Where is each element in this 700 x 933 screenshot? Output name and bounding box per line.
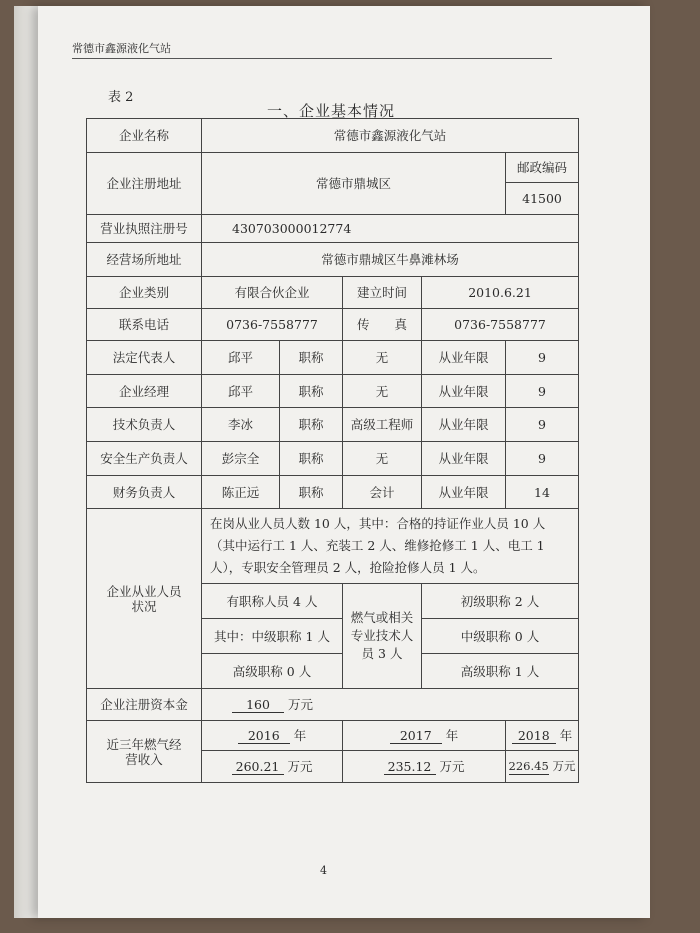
capital-unit: 万元 — [287, 696, 313, 712]
revenue-amount-cell — [343, 751, 506, 783]
person-role: 法定代表人 — [87, 341, 202, 375]
value-postal-code: 41500 — [506, 183, 579, 215]
person-title: 会计 — [343, 476, 422, 509]
person-row — [87, 375, 579, 408]
years-label: 从业年限 — [422, 408, 506, 442]
label-registered-capital: 企业注册资本金 — [87, 689, 202, 721]
staff-titled: 有职称人员 4 人 — [202, 584, 343, 619]
value-license-no: 430703000012774 — [202, 215, 579, 243]
person-years: 9 — [506, 408, 579, 442]
revenue-year-cell — [202, 721, 343, 751]
table-number: 表 2 — [108, 90, 134, 105]
label-established: 建立时间 — [343, 277, 422, 309]
years-label: 从业年限 — [422, 341, 506, 375]
label-company-type: 企业类别 — [87, 277, 202, 309]
person-role: 安全生产负责人 — [87, 442, 202, 476]
person-role: 财务负责人 — [87, 476, 202, 509]
label-fax: 传 真 — [343, 309, 422, 341]
person-role: 技术负责人 — [87, 408, 202, 442]
label-postal-code: 邮政编码 — [506, 153, 579, 183]
person-title: 无 — [343, 442, 422, 476]
person-years: 9 — [506, 341, 579, 375]
label-staff-status: 企业从业人员状况 — [87, 509, 202, 689]
money-unit: 万元 — [287, 758, 313, 774]
person-years: 9 — [506, 442, 579, 476]
year-unit: 年 — [293, 727, 307, 743]
label-registered-address: 企业注册地址 — [87, 153, 202, 215]
person-name: 邱平 — [202, 375, 280, 408]
money-unit: 万元 — [439, 758, 465, 774]
revenue-amount-cell — [506, 751, 579, 783]
title-label: 职称 — [280, 408, 343, 442]
person-row — [87, 341, 579, 375]
revenue-year: 2016 — [238, 728, 290, 744]
revenue-amount: 226.45 — [508, 758, 549, 773]
label-company-name: 企业名称 — [87, 119, 202, 153]
section-title: 一、企业基本情况 — [266, 102, 395, 120]
company-info-table — [86, 118, 579, 783]
value-registered-capital — [202, 689, 579, 721]
staff-senior2: 高级职称 1 人 — [422, 654, 579, 689]
staff-mid: 其中：中级职称 1 人 — [202, 619, 343, 654]
years-label: 从业年限 — [422, 375, 506, 408]
label-license-no: 营业执照注册号 — [87, 215, 202, 243]
staff-senior: 高级职称 0 人 — [202, 654, 343, 689]
value-business-address: 常德市鼎城区牛鼻滩林场 — [202, 243, 579, 277]
person-row — [87, 476, 579, 509]
person-years: 14 — [506, 476, 579, 509]
title-label: 职称 — [280, 375, 343, 408]
value-company-name: 常德市鑫源液化气站 — [202, 119, 579, 153]
revenue-year-cell — [343, 721, 506, 751]
value-fax: 0736-7558777 — [422, 309, 579, 341]
person-role: 企业经理 — [87, 375, 202, 408]
value-registered-address: 常德市鼎城区 — [202, 153, 506, 215]
years-label: 从业年限 — [422, 442, 506, 476]
title-label: 职称 — [280, 341, 343, 375]
staff-mid2: 中级职称 0 人 — [422, 619, 579, 654]
money-unit: 万元 — [552, 758, 576, 773]
person-name: 李冰 — [202, 408, 280, 442]
value-company-type: 有限合伙企业 — [202, 277, 343, 309]
person-title: 无 — [343, 375, 422, 408]
person-name: 邱平 — [202, 341, 280, 375]
staff-junior2: 初级职称 2 人 — [422, 584, 579, 619]
value-established: 2010.6.21 — [422, 277, 579, 309]
year-unit: 年 — [445, 727, 459, 743]
page-number: 4 — [320, 864, 327, 877]
years-label: 从业年限 — [422, 476, 506, 509]
person-row — [87, 408, 579, 442]
header-org: 常德市鑫源液化气站 — [72, 42, 171, 55]
person-name: 彭宗全 — [202, 442, 280, 476]
person-title: 高级工程师 — [343, 408, 422, 442]
person-years: 9 — [506, 375, 579, 408]
revenue-amount-cell — [202, 751, 343, 783]
label-gas-revenue: 近三年燃气经营收入 — [87, 721, 202, 783]
revenue-amount: 260.21 — [232, 759, 284, 775]
revenue-amount: 235.12 — [384, 759, 436, 775]
person-title: 无 — [343, 341, 422, 375]
label-business-address: 经营场所地址 — [87, 243, 202, 277]
staff-gas-tech: 燃气或相关专业技术人员 3 人 — [343, 584, 422, 689]
value-phone: 0736-7558777 — [202, 309, 343, 341]
capital-amount: 160 — [232, 697, 284, 713]
revenue-year: 2017 — [390, 728, 442, 744]
title-label: 职称 — [280, 476, 343, 509]
revenue-year: 2018 — [512, 728, 556, 744]
staff-summary: 在岗从业人员人数 10 人，其中：合格的持证作业人员 10 人（其中运行工 1 人、充装工 2 人、维修抢修工 1 人、电工 1 人），专职安全管理员 2 人，抢险抢修人员 1 人。 — [202, 509, 579, 584]
year-unit: 年 — [559, 727, 573, 743]
title-label: 职称 — [280, 442, 343, 476]
running-header — [72, 40, 552, 59]
person-row — [87, 442, 579, 476]
revenue-year-cell — [506, 721, 579, 751]
label-phone: 联系电话 — [87, 309, 202, 341]
person-name: 陈正远 — [202, 476, 280, 509]
